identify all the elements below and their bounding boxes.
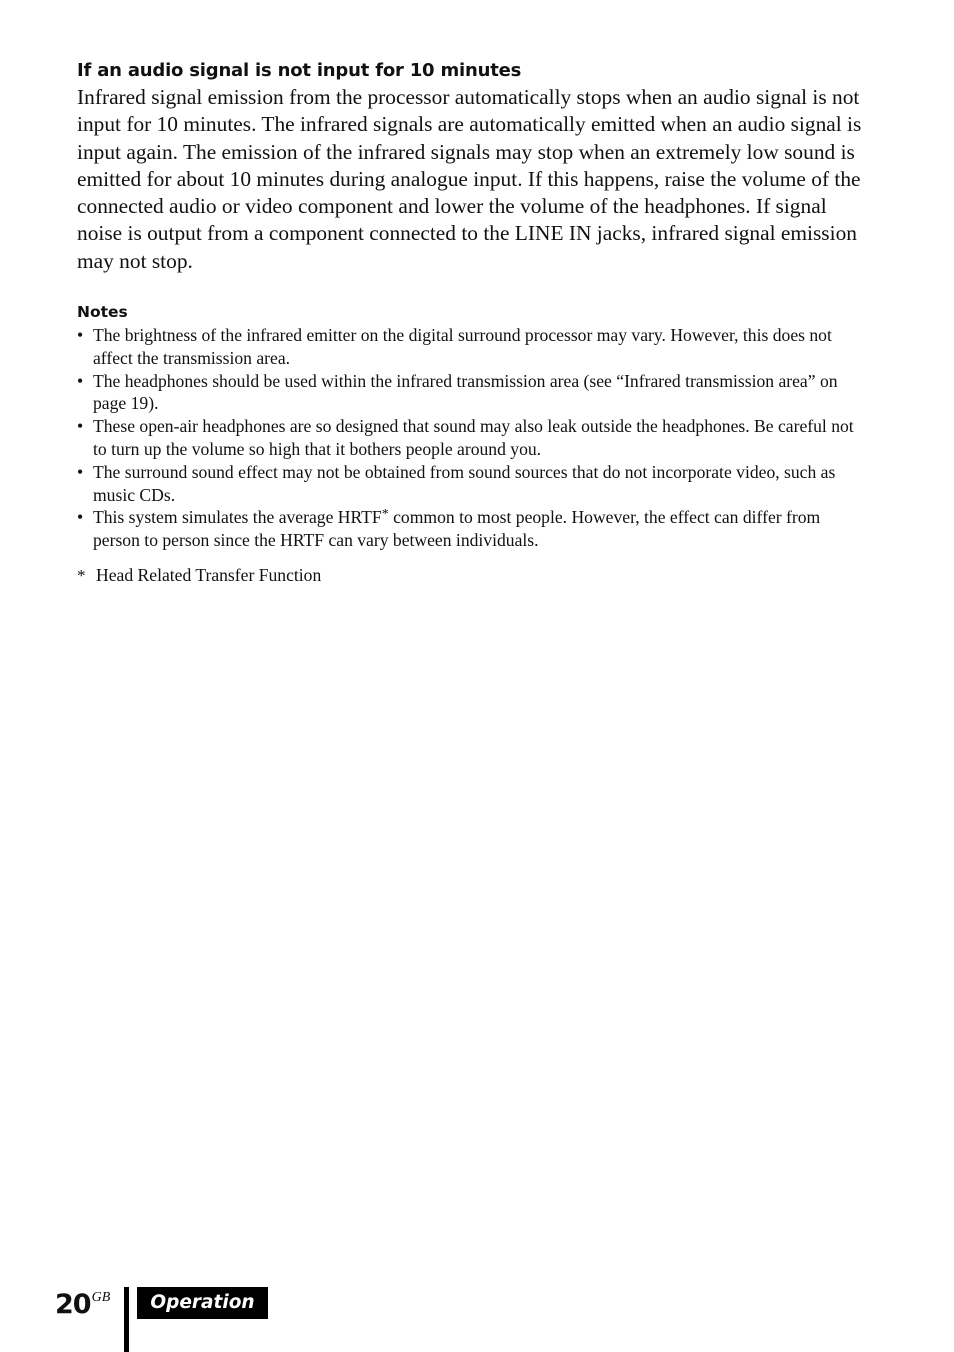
section-tab: Operation (137, 1287, 268, 1319)
bullet-icon: • (77, 325, 84, 345)
note-item (77, 461, 867, 507)
note-text (93, 507, 820, 550)
bullet-icon: • (77, 416, 84, 437)
note-item (77, 506, 867, 552)
notes-heading: Notes (77, 303, 128, 321)
note-text-after: common to most people. However, the effect can differ from person to person since the HRTF can vary between individuals. (93, 507, 821, 551)
footnote-reference: * (381, 507, 389, 523)
note-text: The surround sound effect may not be obtained from sound sources that do not incorporate video, such as music CDs. (93, 461, 836, 505)
note-text-before: This system simulates the average HRTF (93, 507, 382, 528)
note-text: The headphones should be used within the infrared transmission area (see “Infrared transmission area” on page 19). (93, 370, 838, 414)
footnote-text: Head Related Transfer Function (96, 565, 322, 585)
note-text: The brightness of the infrared emitter on the digital surround processor may vary. However, this does not affect the transmission area. (93, 325, 832, 368)
note-item (77, 415, 867, 461)
footer-divider (124, 1287, 129, 1352)
page-number-suffix: GB (91, 1290, 111, 1305)
bullet-icon: • (77, 507, 84, 528)
page-number-value: 20 (55, 1289, 91, 1320)
note-item (77, 324, 867, 370)
bullet-icon: • (77, 461, 84, 482)
notes-list (77, 324, 867, 552)
note-item (77, 370, 867, 416)
page-number (55, 1281, 110, 1322)
bullet-icon: • (77, 370, 84, 391)
footnote-mark: * (77, 566, 86, 585)
note-text: These open-air headphones are so designed that sound may also leak outside the headphones. Be careful not to turn up the volume so high that it bothers people around you. (93, 416, 854, 459)
body-paragraph: Infrared signal emission from the processor automatically stops when an audio signal is not input for 10 minutes. The infrared signals are automatically emitted when an audio signal is input again. The emission of the infrared signals may stop when an extremely low sound is emitted for about 10 minutes during analogue input. If this happens, raise the volume of the connected audio or video component and lower the volume of the headphones. If signal noise is output from a component connected to the LINE IN jacks, infrared signal emission may not stop. (77, 85, 862, 273)
section-heading: If an audio signal is not input for 10 minutes (77, 60, 522, 81)
footnote (77, 564, 321, 587)
